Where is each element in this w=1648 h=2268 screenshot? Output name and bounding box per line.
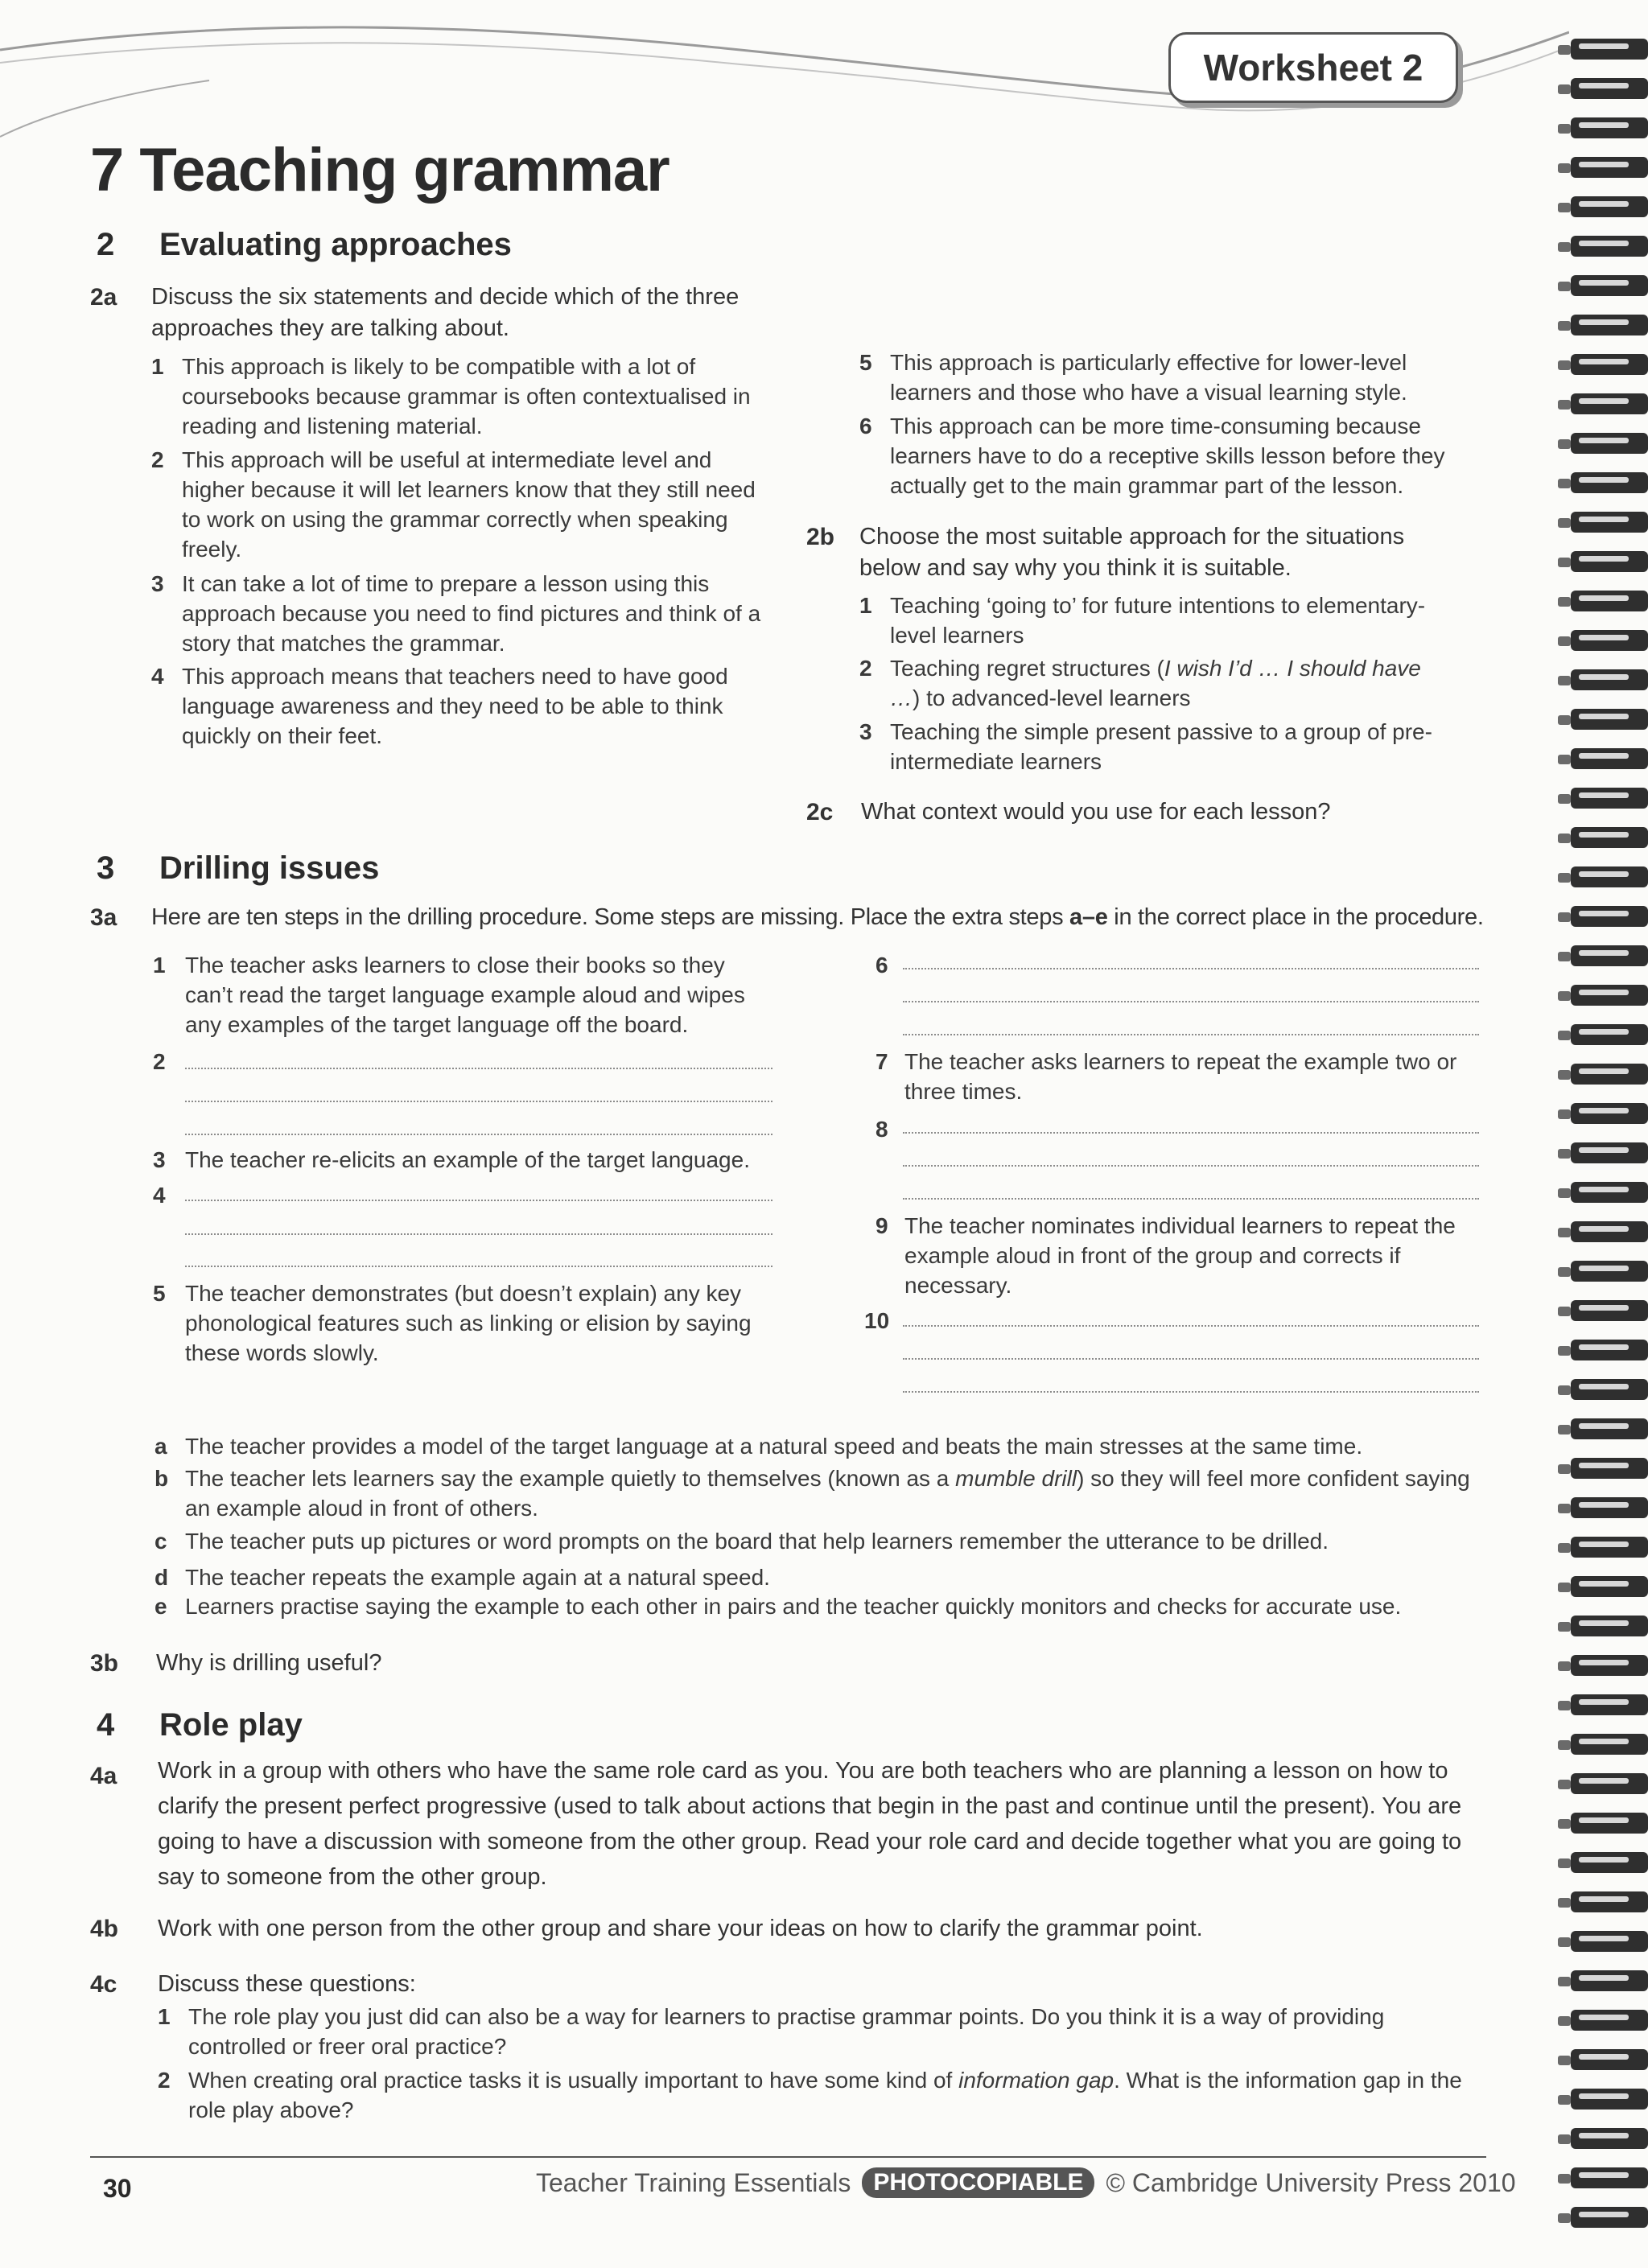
spiral-coil — [1558, 1497, 1648, 1518]
spiral-coil — [1558, 2010, 1648, 2031]
list-item: d The teacher repeats the example again at a natural speed. — [154, 1565, 770, 1590]
question-4a-text: Work in a group with others who have the same role card as you. You are both teachers who are planning a lesson on how to clarify the present perfect progressive (used to talk about actions that begin in the past and continue until the present). You are going to have a discussion with someone from the other group. Read your role card and decide together what you are going to say to someone from the other group. — [158, 1758, 1462, 1890]
spiral-binding-decoration — [1555, 0, 1648, 2268]
page-number: 30 — [103, 2174, 132, 2203]
question-label-3b: 3b — [90, 1650, 119, 1677]
spiral-coil — [1558, 827, 1648, 848]
question-label-2c: 2c — [806, 799, 834, 825]
answer-line[interactable] — [903, 1034, 1479, 1035]
footer-divider — [90, 2156, 1486, 2158]
answer-line[interactable] — [903, 1165, 1479, 1167]
question-4c-text: Discuss these questions: — [158, 1971, 416, 1997]
spiral-coil — [1558, 1340, 1648, 1360]
spiral-coil — [1558, 1852, 1648, 1873]
list-item: 4 — [153, 1183, 166, 1208]
spiral-coil — [1558, 2049, 1648, 2070]
book-title: Teacher Training Essentials — [536, 2167, 851, 2197]
spiral-coil — [1558, 866, 1648, 887]
spiral-coil — [1558, 1103, 1648, 1124]
answer-line[interactable] — [903, 968, 1479, 969]
question-2b-text: Choose the most suitable approach for the situations below and say why you think it is suitable. — [859, 524, 1405, 581]
answer-line[interactable] — [903, 1001, 1479, 1002]
spiral-coil — [1558, 78, 1648, 99]
list-item: 5 The teacher demonstrates (but doesn’t explain) any key phonological features such as linking or elision by saying these words slowly. — [153, 1281, 752, 1365]
spiral-coil — [1558, 39, 1648, 60]
spiral-coil — [1558, 630, 1648, 651]
list-item: 1 This approach is likely to be compatible with a lot of coursebooks because grammar is often contextualised in reading and listening material. — [151, 354, 751, 438]
spiral-coil — [1558, 1182, 1648, 1203]
photocopiable-badge: PHOTOCOPIABLE — [862, 2167, 1094, 2198]
section-heading-evaluating-approaches: 2 Evaluating approaches — [97, 227, 512, 262]
spiral-coil — [1558, 1616, 1648, 1636]
spiral-coil — [1558, 945, 1648, 966]
spiral-coil — [1558, 1734, 1648, 1755]
spiral-coil — [1558, 512, 1648, 533]
section-heading-role-play: 4 Role play — [97, 1707, 303, 1743]
spiral-coil — [1558, 433, 1648, 454]
question-label-4c: 4c — [90, 1971, 117, 1998]
list-item: 7 The teacher asks learners to repeat the example two or three times. — [876, 1049, 1457, 1104]
answer-line[interactable] — [903, 1132, 1479, 1134]
spiral-coil — [1558, 591, 1648, 611]
spiral-coil — [1558, 157, 1648, 178]
spiral-coil — [1558, 2128, 1648, 2149]
list-item: 3 Teaching the simple present passive to a group of pre-intermediate learners — [859, 719, 1432, 774]
unit-title: 7 Teaching grammar — [90, 136, 670, 204]
spiral-coil — [1558, 117, 1648, 138]
spiral-coil — [1558, 1970, 1648, 1991]
list-item: c The teacher puts up pictures or word prompts on the board that help learners remember the utterance to be drilled. — [154, 1529, 1329, 1554]
spiral-coil — [1558, 748, 1648, 769]
spiral-coil — [1558, 2167, 1648, 2188]
section-heading-drilling-issues: 3 Drilling issues — [97, 850, 380, 886]
spiral-coil — [1558, 985, 1648, 1006]
spiral-coil — [1558, 709, 1648, 730]
spiral-coil — [1558, 1813, 1648, 1834]
footer-credit — [536, 2167, 1516, 2198]
question-label-3a: 3a — [90, 904, 117, 931]
answer-line[interactable] — [185, 1233, 772, 1235]
answer-line[interactable] — [903, 1358, 1479, 1360]
spiral-coil — [1558, 1024, 1648, 1045]
list-item: 1 The role play you just did can also be a way for learners to practise grammar points. Do you think it is a way of providing controlled or freer oral practice? — [158, 2004, 1385, 2059]
list-item: 1 Teaching ‘going to’ for future intentions to elementary-level learners — [859, 593, 1426, 648]
answer-line[interactable] — [185, 1101, 772, 1102]
list-item: 2 Teaching regret structures (I wish I’d … I should have …) to advanced-level learners — [859, 656, 1421, 710]
spiral-coil — [1558, 1655, 1648, 1676]
spiral-coil — [1558, 393, 1648, 414]
question-2a-text: Discuss the six statements and decide which of the three approaches they are talking about. — [151, 284, 740, 341]
question-3b-text: Why is drilling useful? — [156, 1650, 382, 1676]
worksheet-label: Worksheet 2 — [1168, 32, 1458, 103]
spiral-coil — [1558, 1379, 1648, 1400]
spiral-coil — [1558, 1537, 1648, 1558]
spiral-coil — [1558, 1142, 1648, 1163]
list-item: 6 This approach can be more time-consuming because learners have to do a receptive skills lesson before they actually get to the main grammar part of the lesson. — [859, 414, 1445, 498]
spiral-coil — [1558, 1773, 1648, 1794]
spiral-coil — [1558, 196, 1648, 217]
spiral-coil — [1558, 236, 1648, 257]
spiral-coil — [1558, 1694, 1648, 1715]
spiral-coil — [1558, 1458, 1648, 1479]
spiral-coil — [1558, 1300, 1648, 1321]
question-3a-text: Here are ten steps in the drilling procedure. Some steps are missing. Place the extra steps a–e in the correct place in the procedure. — [151, 904, 1484, 930]
spiral-coil — [1558, 2089, 1648, 2110]
question-label-2a: 2a — [90, 284, 117, 311]
list-item: 10 — [864, 1308, 890, 1333]
list-item: 2 This approach will be useful at intermediate level and higher because it will let learners know that they still need to work on using the grammar correctly when speaking freely. — [151, 447, 756, 562]
spiral-coil — [1558, 1221, 1648, 1242]
spiral-coil — [1558, 1261, 1648, 1282]
question-4b-text: Work with one person from the other group and share your ideas on how to clarify the grammar point. — [158, 1916, 1203, 1941]
spiral-coil — [1558, 906, 1648, 927]
list-item: 4 This approach means that teachers need to have good language awareness and they need to be able to think quickly on their feet. — [151, 664, 728, 748]
list-item: 2 — [153, 1049, 166, 1074]
answer-line[interactable] — [185, 1200, 772, 1201]
question-2c-text: What context would you use for each lesson? — [861, 799, 1331, 825]
list-item: 2 When creating oral practice tasks it is usually important to have some kind of information gap. What is the information gap in the role play above? — [158, 2068, 1462, 2122]
spiral-coil — [1558, 1418, 1648, 1439]
answer-line[interactable] — [185, 1068, 772, 1069]
spiral-coil — [1558, 669, 1648, 690]
list-item: e Learners practise saying the example to each other in pairs and the teacher quickly monitors and checks for accurate use. — [154, 1594, 1402, 1619]
spiral-coil — [1558, 1064, 1648, 1085]
spiral-coil — [1558, 1891, 1648, 1912]
spiral-coil — [1558, 2207, 1648, 2228]
spiral-coil — [1558, 275, 1648, 296]
question-label-4a: 4a — [90, 1763, 117, 1789]
list-item: 3 It can take a lot of time to prepare a lesson using this approach because you need to find pictures and think of a story that matches the grammar. — [151, 571, 761, 656]
question-label-4b: 4b — [90, 1916, 119, 1942]
spiral-coil — [1558, 315, 1648, 335]
spiral-coil — [1558, 788, 1648, 809]
list-item: 3 The teacher re-elicits an example of the target language. — [153, 1147, 750, 1172]
spiral-coil — [1558, 1576, 1648, 1597]
list-item: a The teacher provides a model of the target language at a natural speed and beats the main stresses at the same time. — [154, 1434, 1363, 1459]
spiral-coil — [1558, 551, 1648, 572]
list-item: 5 This approach is particularly effective for lower-level learners and those who have a visual learning style. — [859, 350, 1407, 405]
list-item: 6 — [876, 953, 888, 978]
list-item: 1 The teacher asks learners to close their books so they can’t read the target language example aloud and wipes any examples of the target language off the board. — [153, 953, 745, 1037]
answer-line[interactable] — [185, 1266, 772, 1267]
answer-line[interactable] — [903, 1391, 1479, 1393]
answer-line[interactable] — [903, 1198, 1479, 1200]
answer-line[interactable] — [185, 1134, 772, 1135]
copyright: © Cambridge University Press 2010 — [1106, 2167, 1516, 2197]
list-item: b The teacher lets learners say the example quietly to themselves (known as a mumble drill) so they will feel more confident saying an example aloud in front of others. — [154, 1466, 1470, 1521]
question-label-2b: 2b — [806, 524, 835, 550]
spiral-coil — [1558, 1931, 1648, 1952]
spiral-coil — [1558, 472, 1648, 493]
list-item: 8 — [876, 1117, 888, 1142]
spiral-coil — [1558, 354, 1648, 375]
list-item: 9 The teacher nominates individual learners to repeat the example aloud in front of the group and corrects if necessary. — [876, 1213, 1456, 1298]
answer-line[interactable] — [903, 1325, 1479, 1327]
